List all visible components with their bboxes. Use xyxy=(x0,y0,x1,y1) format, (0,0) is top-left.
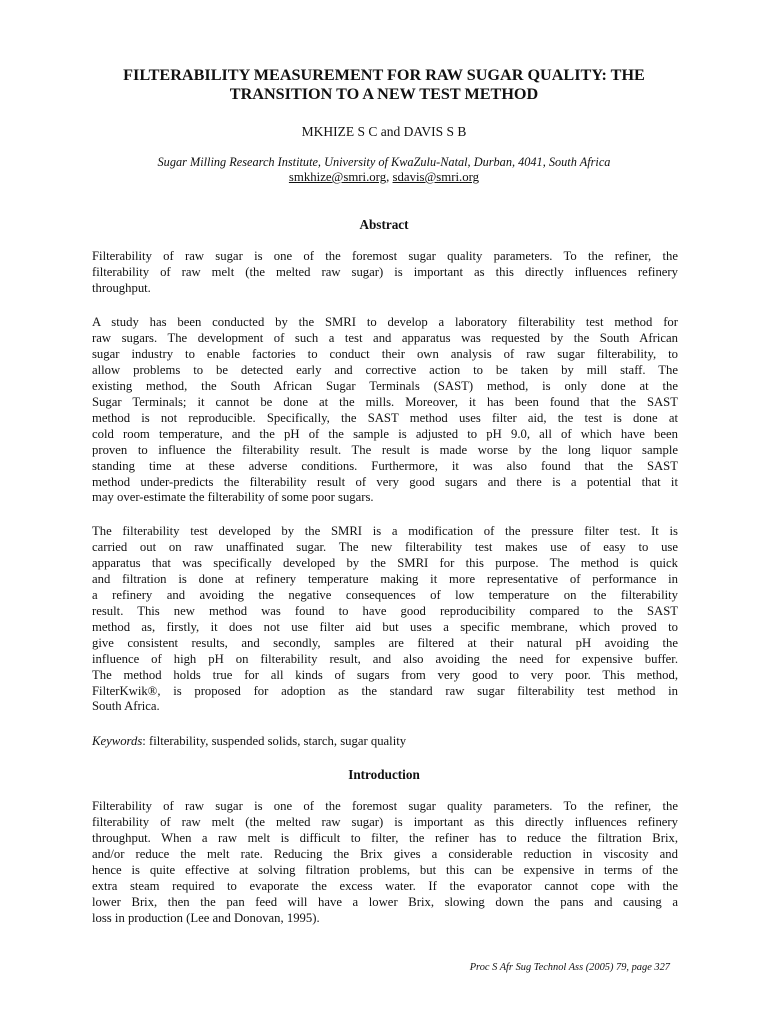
authors: MKHIZE S C and DAVIS S B xyxy=(301,124,467,139)
abstract-paragraph-2 xyxy=(92,315,678,506)
paragraph-line: apparatus that was specifically developed by the SMRI for this purpose. The method is quick xyxy=(92,555,678,570)
paragraph-line: throughput. When a raw melt is difficult to filter, the refiner has to reduce the filtration Brix, xyxy=(92,830,678,845)
paragraph-line: Filterability of raw sugar is one of the foremost sugar quality parameters. To the refiner, the xyxy=(92,799,678,813)
paragraph-line: proven to influence the filterability result. The result is made worse by the long liquor sample xyxy=(92,442,678,457)
paragraph-line: give consistent results, and secondly, samples are filtered at their natural pH avoiding the xyxy=(92,635,678,650)
email-link-mkhize[interactable]: smkhize@smri.org xyxy=(288,170,387,184)
paragraph-line: method as, firstly, it does not use filter aid but uses a specific membrane, which proved to xyxy=(92,619,678,634)
paragraph-line: Sugar Terminals; it cannot be done at the mills. Moreover, it has been found that the SAST xyxy=(92,394,678,409)
email-separator: , xyxy=(386,170,393,184)
paragraph-line: may over-estimate the filterability of some poor sugars. xyxy=(92,490,374,505)
email-link-davis[interactable]: sdavis@smri.org xyxy=(392,170,480,184)
paragraph-line: hence is quite effective at solving filtration problems, but this can be expensive in terms of the xyxy=(92,862,678,877)
introduction-heading: Introduction xyxy=(348,767,420,782)
paragraph-line: a refinery and avoiding the negative consequences of low temperature on the filterability xyxy=(92,587,678,602)
paragraph-line: method under-predicts the filterability result of very good sugars and there is a potential that it xyxy=(92,474,678,489)
keywords-text: : filterability, suspended solids, starch, sugar quality xyxy=(142,734,407,748)
keywords-label: Keywords xyxy=(92,734,143,748)
paragraph-line: carried out on raw unaffinated sugar. The new filterability test makes use of easy to use xyxy=(92,539,678,554)
paragraph-line: cold room temperature, and the pH of the sample is adjusted to pH 9.0, all of which have been xyxy=(92,426,678,441)
paragraph-line: filterability of raw melt (the melted raw sugar) is important as this directly influences refinery xyxy=(92,814,678,829)
paragraph-line: existing method, the South African Sugar Terminals (SAST) method, is only done at the xyxy=(92,378,678,393)
page-footer-citation: Proc S Afr Sug Technol Ass (2005) 79, page 327 xyxy=(469,962,670,973)
paragraph-line: The filterability test developed by the SMRI is a modification of the pressure filter test. It is xyxy=(92,524,678,538)
title-line-2: TRANSITION TO A NEW TEST METHOD xyxy=(229,85,539,103)
paragraph-line: influence of high pH on filterability result, and also avoiding the need for expensive buffer. xyxy=(92,651,678,666)
paragraph-line: result. This new method was found to have good reproducibility compared to the SAST xyxy=(92,603,678,618)
paragraph-line: filterability of raw melt (the melted raw sugar) is important as this directly influences refinery xyxy=(92,264,678,279)
paragraph-line: and/or reduce the melt rate. Reducing the Brix gives a considerable reduction in viscosity and xyxy=(92,846,678,861)
paragraph-line: sugar industry to enable factories to conduct their own analysis of raw sugar filterability, to xyxy=(92,346,678,361)
affiliation: Sugar Milling Research Institute, University of KwaZulu-Natal, Durban, 4041, South Africa xyxy=(157,155,611,169)
paragraph-line: Filterability of raw sugar is one of the foremost sugar quality parameters. To the refiner, the xyxy=(92,249,678,263)
title-line-1: FILTERABILITY MEASUREMENT FOR RAW SUGAR QUALITY: THE xyxy=(123,66,645,84)
abstract-heading: Abstract xyxy=(359,217,409,232)
paragraph-line: raw sugars. The development of such a test and apparatus was requested by the South African xyxy=(92,330,678,345)
keywords-line xyxy=(92,734,678,750)
paragraph-line: A study has been conducted by the SMRI to develop a laboratory filterability test method for xyxy=(92,315,678,329)
paragraph-line: allow problems to be detected early and corrective action to be taken by mill staff. The xyxy=(92,362,678,377)
paragraph-line: extra steam required to evaporate the excess water. If the evaporator cannot cope with the xyxy=(92,878,678,893)
introduction-paragraph-1 xyxy=(92,799,678,927)
paragraph-line: FilterKwik®, is proposed for adoption as the standard raw sugar filterability test method in xyxy=(92,683,678,698)
author-emails xyxy=(0,170,768,185)
paragraph-line: method is not reproducible. Specifically, the SAST method uses filter aid, the test is done at xyxy=(92,410,678,425)
paper-title xyxy=(60,66,708,104)
paragraph-line: loss in production (Lee and Donovan, 1995). xyxy=(92,910,320,925)
paragraph-line: and filtration is done at refinery temperature making it more representative of performance in xyxy=(92,571,678,586)
paragraph-line: South Africa. xyxy=(92,699,160,714)
paragraph-line: standing time at these adverse conditions. Furthermore, it was also found that the SAST xyxy=(92,458,678,473)
paragraph-line: throughput. xyxy=(92,280,151,295)
paragraph-line: lower Brix, then the pan feed will have a lower Brix, slowing down the pans and causing a xyxy=(92,894,678,909)
paragraph-line: The method holds true for all kinds of sugars from very good to very poor. This method, xyxy=(92,667,678,682)
abstract-paragraph-3 xyxy=(92,524,678,715)
abstract-paragraph-1 xyxy=(92,249,678,297)
